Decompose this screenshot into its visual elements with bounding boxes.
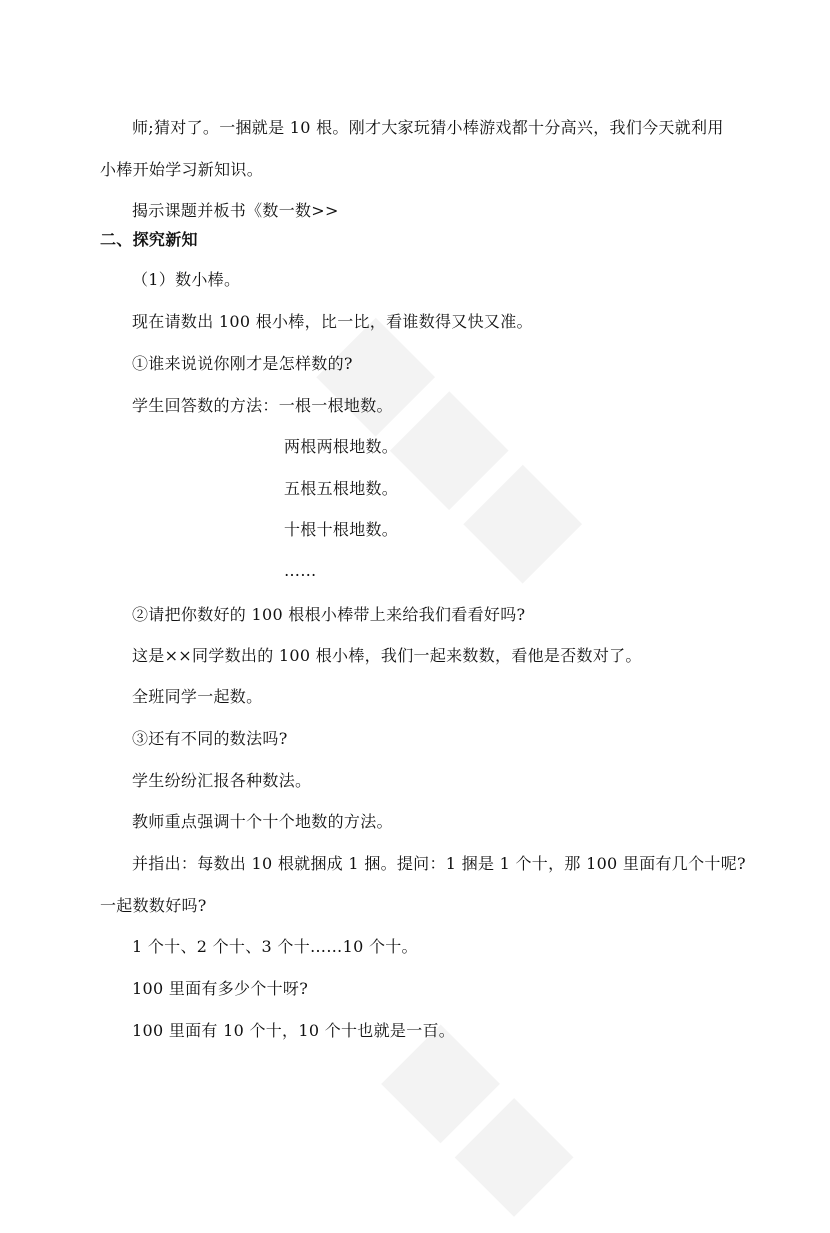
paragraph-line: 这是××同学数出的 100 根小棒，我们一起来数数，看他是否数对了。 <box>132 646 642 665</box>
paragraph-line: 并指出：每数出 10 根就捆成 1 捆。提问：1 捆是 1 个十，那 100 里面有几个十呢? <box>132 854 746 873</box>
paragraph-line: （1）数小棒。 <box>132 270 241 289</box>
paragraph-line: ②请把你数好的 100 根根小棒带上来给我们看看好吗? <box>132 605 526 624</box>
paragraph-line: 五根五根地数。 <box>284 479 399 498</box>
paragraph-line: 揭示课题并板书《数一数>> <box>132 201 339 220</box>
paragraph-line: ①谁来说说你刚才是怎样数的? <box>132 354 353 373</box>
paragraph-line: 学生纷纷汇报各种数法。 <box>132 771 312 790</box>
paragraph-line: 100 里面有多少个十呀? <box>132 979 309 998</box>
paragraph-line: 教师重点强调十个十个地数的方法。 <box>132 812 393 831</box>
paragraph-line: 十根十根地数。 <box>284 520 399 539</box>
paragraph-line: 一起数数好吗? <box>100 896 207 915</box>
paragraph-line: 100 里面有 10 个十，10 个十也就是一百。 <box>132 1021 456 1040</box>
paragraph-line: 全班同学一起数。 <box>132 687 263 706</box>
paragraph-line: 1 个十、2 个十、3 个十……10 个十。 <box>132 937 418 956</box>
paragraph-line: 现在请数出 100 根小棒，比一比，看谁数得又快又准。 <box>132 312 533 331</box>
paragraph-line: …… <box>284 561 317 580</box>
paragraph-line: 学生回答数的方法：一根一根地数。 <box>132 396 393 415</box>
paragraph-line: ③还有不同的数法吗? <box>132 729 288 748</box>
paragraph-line: 师;猜对了。一捆就是 10 根。刚才大家玩猜小棒游戏都十分高兴，我们今天就利用 <box>132 118 724 137</box>
section-heading: 二、探究新知 <box>100 230 198 249</box>
paragraph-line: 小棒开始学习新知识。 <box>100 160 264 179</box>
paragraph-line: 两根两根地数。 <box>284 437 399 456</box>
